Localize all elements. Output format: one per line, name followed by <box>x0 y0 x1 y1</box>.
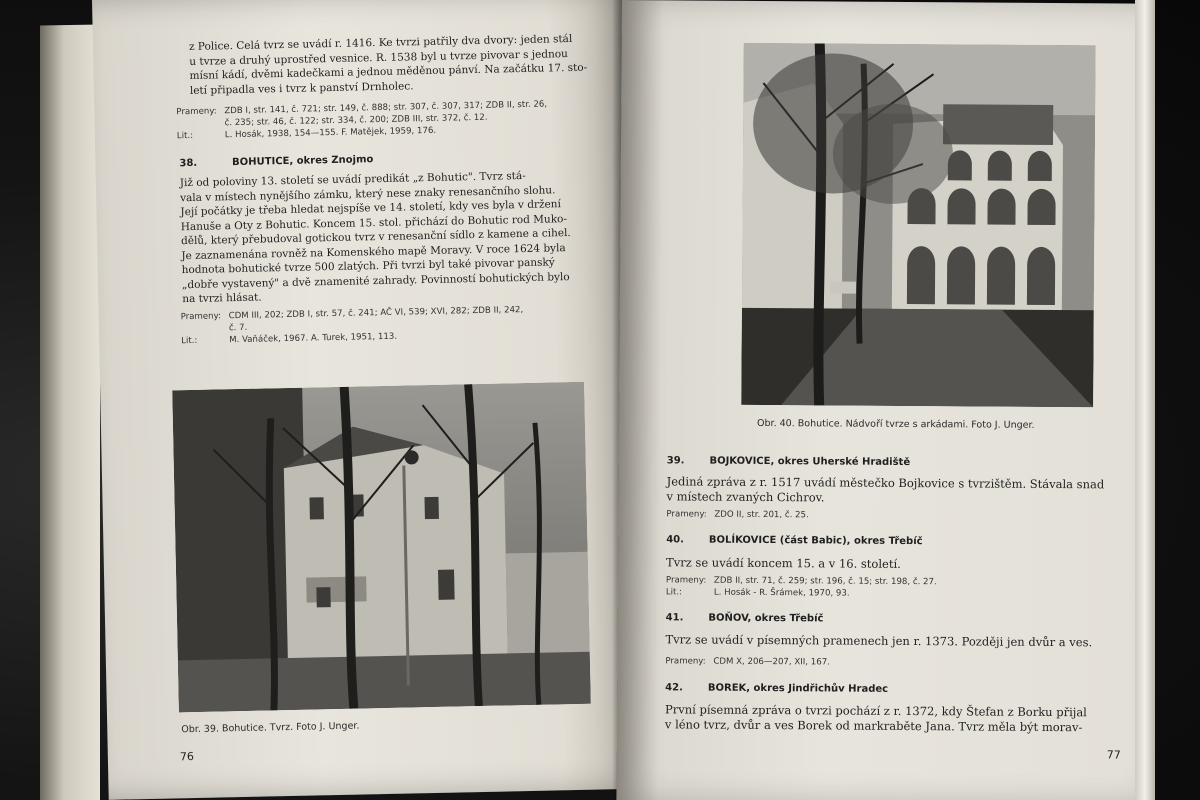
entry-title: BOŇOV, okres Třebíč <box>708 612 824 625</box>
entry-number: 39. <box>666 455 685 467</box>
photo-image <box>172 382 591 713</box>
literature-text: L. Hosák, 1938, 154—155. F. Matějek, 1959, 176. <box>224 125 437 141</box>
sources-text: č. 235; str. 46, č. 122; str. 334, č. 200; ZDB III, str. 372, č. 12. <box>224 112 488 129</box>
entry-38-paragraph <box>180 168 572 307</box>
sources-label: Prameny: <box>176 106 217 118</box>
sources-text: ZDB I, str. 141, č. 721; str. 149, č. 888; str. 307, č. 307, 317; ZDB II, str. 26, <box>224 99 548 117</box>
photo-39-caption: Obr. 39. Bohutice. Tvrz. Foto J. Unger. <box>181 720 360 736</box>
text-line: Tvrz se uvádí koncem 15. a v 16. století. <box>666 555 901 571</box>
entry-title: BOHUTICE, okres Znojmo <box>232 154 374 169</box>
text-line: „dobře vystavený" a dvě znamenité zahrady. Povinností bohutických bylo <box>181 270 570 291</box>
text-line: v léno tvrz, dvůr a ves Borek od markraběte Jana. Tvrz měla být morav- <box>664 717 1083 735</box>
text-line: Tvrz se uvádí v písemných pramenech jen r. 1373. Později jen dvůr a ves. <box>665 632 1093 650</box>
sources-text: ZDO II, str. 201, č. 25. <box>714 509 809 521</box>
text-line: První písemná zpráva o tvrzi pochází z r. 1372, kdy Štefan z Borku přijal <box>665 702 1087 720</box>
entry-40-paragraph <box>666 555 901 572</box>
photo-40-caption: Obr. 40. Bohutice. Nádvoří tvrze s arkádami. Foto J. Unger. <box>757 417 1035 431</box>
text-line: Již od poloviny 13. století se uvádí predikát „z Bohutic". Tvrz stá- <box>179 169 526 190</box>
page-number-left: 76 <box>179 750 195 764</box>
sources-text: CDM X, 206—207, XII, 167. <box>713 656 830 668</box>
text-line: letí připadla ves i tvrz k panství Drnholec. <box>189 79 414 97</box>
right-page <box>616 0 1142 800</box>
entry-40-heading <box>666 534 922 547</box>
entry-number: 41. <box>665 612 684 624</box>
entry-38-heading <box>179 154 373 169</box>
sources-text: č. 7. <box>228 322 248 334</box>
entry-42-paragraph <box>665 702 1087 735</box>
sources-label: Prameny: <box>666 509 707 520</box>
text-line: hodnota bohutické tvrze 500 zlatých. Při tvrzi byl také pivovar panský <box>181 256 555 277</box>
entry-40-sources <box>666 574 937 600</box>
text-line: u tvrze a druhý uprostřed vesnice. R. 1538 byl u tvrze pivovar s jednou <box>189 47 568 68</box>
literature-text: L. Hosák - R. Šrámek, 1970, 93. <box>713 587 850 599</box>
sources-label: Prameny: <box>665 575 707 586</box>
entry-number: 42. <box>665 682 683 694</box>
left-page <box>92 0 645 800</box>
photo-bohutice-courtyard <box>741 43 1096 407</box>
entry-39-paragraph <box>666 474 1104 507</box>
entry-title: BOREK, okres Jindřichův Hradec <box>707 682 889 695</box>
literature-text: M. Vaňáček, 1967. A. Turek, 1951, 113. <box>229 331 398 346</box>
sources-text: ZDB II, str. 71, č. 259; str. 196, č. 15; str. 198, č. 27. <box>713 575 937 588</box>
entry-number: 40. <box>666 534 684 546</box>
text-line: Je zaznamenána rovněž na Komenského mapě Moravy. V roce 1624 byla <box>181 241 566 262</box>
photo-image <box>741 43 1096 407</box>
entry-41-heading <box>666 612 824 624</box>
literature-label: Lit.: <box>176 130 194 142</box>
text-line: v místech zvaných Cichrov. <box>666 489 825 505</box>
book-right-edge <box>1135 0 1155 800</box>
entry-number: 38. <box>179 157 198 170</box>
left-intro-paragraph <box>189 32 588 98</box>
text-line: dělů, který přebudoval gotickou tvrz v renesanční sídlo z kamene a cihel. <box>180 227 571 248</box>
entry-39-heading <box>667 455 910 468</box>
photo-bohutice-fortress <box>172 382 591 713</box>
left-intro-sources <box>176 98 547 142</box>
page-number-right: 77 <box>1106 748 1121 762</box>
text-line: Jediná zpráva z r. 1517 uvádí městečko Bojkovice s tvrzištěm. Stávala snad <box>666 474 1105 492</box>
sources-text: CDM III, 202; ZDB I, str. 57, č. 241; AČ VI, 539; XVI, 282; ZDB II, 242, <box>228 305 524 322</box>
book-page-edges <box>40 24 100 800</box>
text-line: mísní kádí, dvěmi kadečkami a jednou měděnou pánví. Na začátku 17. sto- <box>189 61 588 82</box>
entry-title: BOLÍKOVICE (část Babic), okres Třebíč <box>708 534 923 548</box>
entry-41-paragraph <box>665 632 1092 650</box>
text-line: z Police. Celá tvrz se uvádí r. 1416. Ke tvrzi patřily dva dvory: jeden stál <box>188 32 573 53</box>
sources-label: Prameny: <box>180 311 222 323</box>
entry-39-sources <box>666 508 808 521</box>
entry-41-sources <box>665 655 830 668</box>
entry-38-sources <box>181 304 524 347</box>
text-line: Její počátky je třeba hledat nejspíše ve 14. století, kdy ves byla v držení <box>180 198 562 219</box>
literature-label: Lit.: <box>665 587 683 598</box>
text-line: Hanuše a Oty z Bohutic. Koncem 15. stol. přichází do Bohutic rod Muko- <box>180 212 568 233</box>
entry-42-heading <box>665 682 888 695</box>
text-line: vala v místech nynějšího zámku, který nese znaky renesančního slohu. <box>180 183 556 204</box>
literature-label: Lit.: <box>181 335 198 347</box>
sources-label: Prameny: <box>665 656 706 667</box>
entry-title: BOJKOVICE, okres Uherské Hradiště <box>709 455 911 469</box>
text-line: na tvrzi hlásat. <box>182 291 262 306</box>
